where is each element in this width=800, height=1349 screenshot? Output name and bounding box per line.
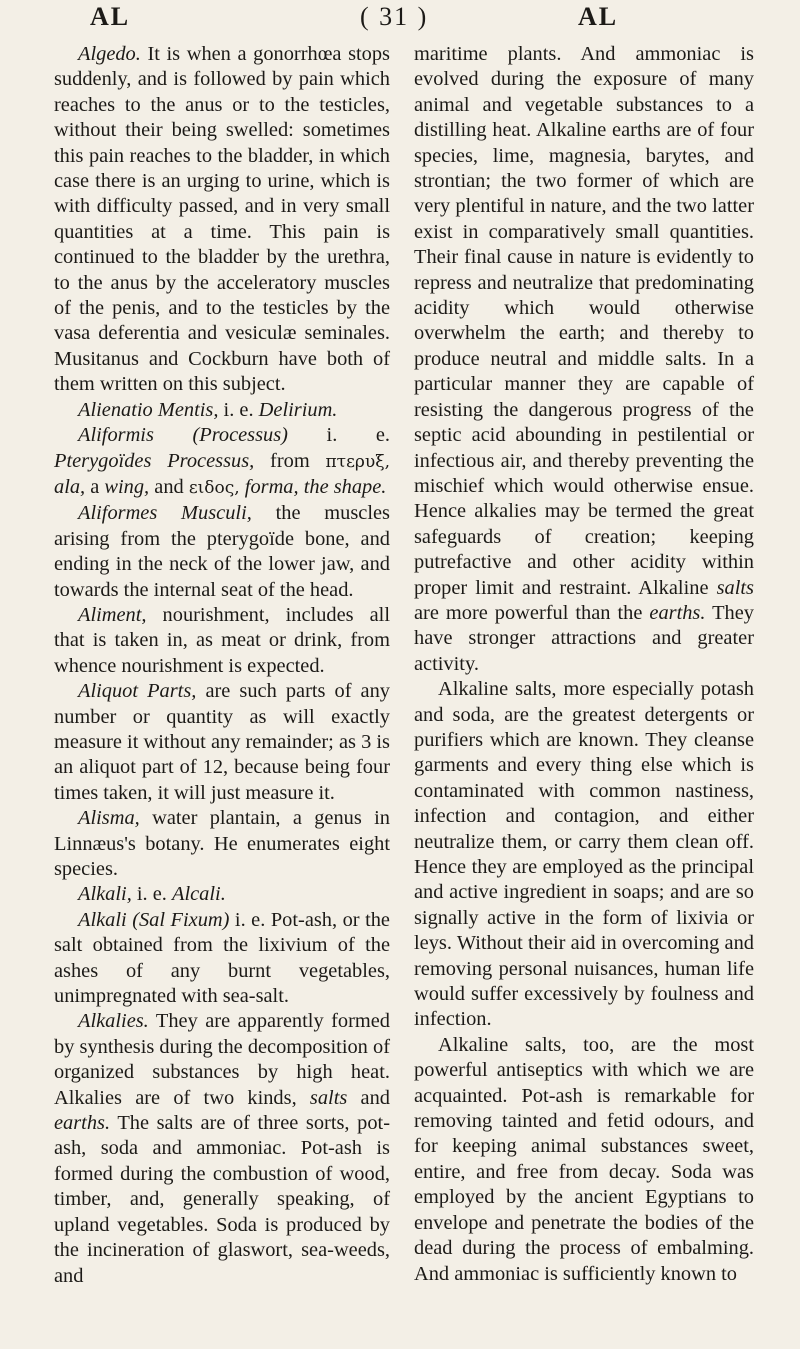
entry-crossref: Alcali.	[172, 883, 226, 906]
entry-aliformes-musculi	[54, 501, 390, 603]
paragraph-text: maritime plants. And ammoniac is evolved during the exposure of many animal and vegetable substances to a distilling heat. Alkaline earths are of four species, lime, magnesia, barytes, and strontian; the two former of which are very plentiful in nature, and the two latter exist in comparatively small quantities. Their final cause in nature is evidently to repress and neutralize that predominating acidity which would otherwise overwhelm the earth; and thereby to produce neutral and middle salts. In a particular manner they are capable of resisting the dangerous progress of the septic acid abounding in pestilential or infectious air, and thereby preventing the mischief which would otherwise ensue. Hence alkalies may be termed the great safeguards of creation; keeping putrefactive and other acidity within proper limit and restraint. Alkaline	[414, 43, 754, 599]
entry-text: and	[347, 1086, 390, 1109]
running-head-left: AL	[90, 2, 131, 31]
entry-alkalies	[54, 1009, 390, 1288]
entry-term: Aliquot Parts,	[78, 680, 197, 703]
right-column	[414, 42, 754, 1287]
entry-text: water plantain, a genus in Linnæus's botany. He enumerates eight species.	[54, 807, 390, 880]
entry-term: Alkali (Sal Fixum)	[78, 908, 230, 931]
entry-term: Alkalies.	[78, 1010, 149, 1033]
latin-word: ala,	[54, 475, 86, 498]
greek-word: ειδος,	[188, 477, 240, 498]
latin-word: forma,	[239, 475, 299, 498]
entry-alkali	[54, 882, 390, 907]
page-number: ( 31 )	[360, 2, 429, 31]
running-head	[54, 2, 754, 42]
entry-text: and	[149, 475, 189, 498]
entry-term: Alienatio Mentis,	[78, 398, 219, 421]
entry-alienatio-mentis	[54, 398, 390, 423]
entry-term: Algedo.	[78, 43, 141, 65]
english-word: the shape.	[298, 475, 387, 498]
alkaline-salts-antiseptics	[414, 1033, 754, 1287]
paragraph-text: They have stronger attractions and greater activity.	[414, 601, 754, 675]
entry-term: Aliformes Musculi,	[78, 502, 252, 525]
english-word: wing,	[104, 475, 150, 498]
entry-text: It is when a gonorrhœa stops suddenly, and is followed by pain which reaches to the anus or to the testicles, without their being swelled: sometimes this pain reaches to the bladder, in which case there is an urging to urine, which is with difficulty passed, and in very small quantities at a time. This pain is continued to the bladder by the urethra, to the anus by the acceleratory muscles of the penis, and to the testicles by the vasa deferentia and vesiculæ seminales. Musitanus and Cockburn have both of them written on this subject.	[54, 43, 390, 396]
alkalies-continued	[414, 42, 754, 677]
left-column	[54, 42, 390, 1289]
entry-text: They are apparently formed by synthesis during the decomposition of organized substances by high heat. Alkalies are of two kinds,	[54, 1010, 390, 1109]
entry-text: The salts are of three sorts, pot-ash, soda and ammoniac. Pot-ash is formed during the combustion of wood, timber, and, generally speaking, of upland vegetables. Soda is produced by the incineration of glaswort, sea-weeds, and	[54, 1112, 390, 1287]
entry-term: Alisma,	[78, 807, 140, 830]
entry-algedo	[54, 42, 390, 398]
entry-text: are such parts of any number or quantity as will exactly measure it without any remainder; as 3 is an aliquot part of 12, because being four times taken, it will just measure it.	[54, 680, 391, 804]
entry-text: i. e. Pot-ash, or the salt obtained from the lixivium of the ashes of any burnt vegetables, unimpregnated with sea-salt.	[54, 908, 390, 1008]
entry-text: i. e.	[218, 398, 259, 421]
entry-text: the muscles arising from the pterygoïde bone, and ending in the neck of the lower jaw, and towards the internal seat of the head.	[54, 502, 390, 601]
greek-word: πτερυξ,	[325, 451, 390, 472]
entry-text: a	[85, 475, 105, 498]
entry-emphasis: salts	[309, 1086, 348, 1109]
entry-emphasis: salts	[716, 576, 754, 599]
entry-text: nourishment, includes all that is taken in, as meat or drink, from whence nourishment is expected.	[54, 603, 390, 677]
entry-aliquot-parts	[54, 679, 390, 806]
paragraph-text: are more powerful than the	[414, 601, 650, 624]
entry-alkali-sal-fixum	[54, 908, 390, 1010]
entry-alisma	[54, 806, 390, 882]
entry-crossref: Pterygoïdes Processus,	[54, 449, 255, 472]
entry-emphasis: earths.	[54, 1112, 111, 1135]
entry-term: Aliformis (Processus)	[78, 424, 288, 447]
entry-term: Aliment,	[78, 603, 147, 626]
entry-aliment	[54, 603, 390, 679]
entry-text: i. e.	[287, 424, 390, 447]
alkaline-salts-detergents	[414, 677, 754, 1033]
paragraph-text: Alkaline salts, more especially potash and soda, are the greatest detergents or purifiers which are known. They cleanse garments and every thing else which is contaminated with common nastiness, infection and contagion, and either neutralize them, or carry them clean off. Hence they are employed as the principal and active ingredient in soaps; and are so signally active in the form of lixivia or leys. Without their aid in overcoming and removing personal nuisances, human life would suffer excessively by foulness and infection.	[414, 678, 754, 1031]
running-head-right: AL	[578, 2, 619, 31]
entry-term: Alkali,	[78, 883, 132, 906]
entry-aliformis	[54, 423, 390, 501]
entry-text: from	[254, 449, 326, 472]
entry-emphasis: earths.	[649, 601, 706, 624]
paragraph-text: Alkaline salts, too, are the most powerful antiseptics with which we are acquainted. Pot-ash is remarkable for removing tainted and fetid odours, and for keeping animal substances sweet, entire, and free from decay. Soda was employed by the ancient Egyptians to envelope and penetrate the bodies of the dead during the process of embalming. And ammoniac is sufficiently known to	[414, 1033, 754, 1285]
entry-crossref: Delirium.	[258, 398, 338, 421]
entry-text: i. e.	[131, 883, 173, 906]
